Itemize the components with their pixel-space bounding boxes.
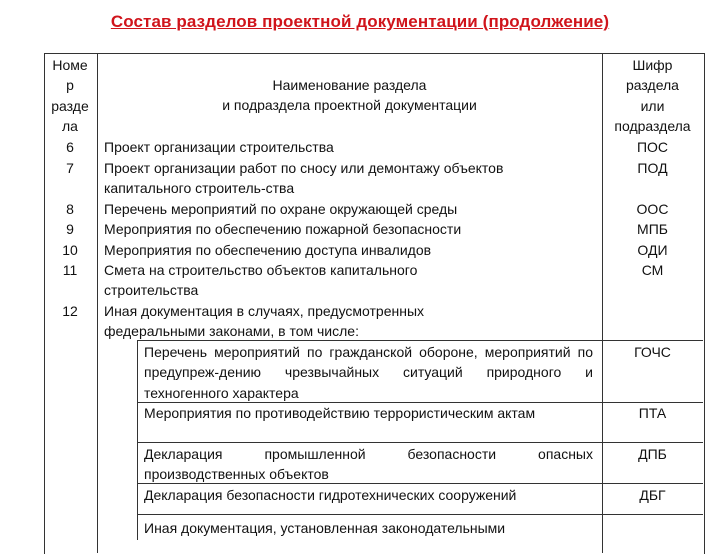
row-name: Мероприятия по обеспечению доступа инвалидов [104, 242, 432, 258]
header-code: Шифр раздела или подраздела [614, 57, 691, 135]
subsection-name: Мероприятия по противодействию террористическим актам [144, 405, 536, 421]
row-name: Проект организации работ по сносу или демонтажу объектов капитального строитель-ства [104, 160, 504, 197]
row-number: 7 [66, 160, 74, 176]
subsection-code: ДПБ [638, 446, 667, 462]
row-divider-dpb [137, 442, 703, 443]
subsection-indent-divider [137, 340, 138, 540]
row-number: 12 [62, 303, 78, 319]
column-divider-number [97, 53, 98, 553]
subsection-code: ГОЧС [634, 344, 671, 360]
row-code: ПОД [637, 160, 668, 176]
row-name: Проект организации строительства [104, 139, 334, 155]
row-number: 9 [66, 221, 74, 237]
row-name: Иная документация в случаях, предусмотренных федеральными законами, в том числе: [104, 303, 425, 340]
page-title: Состав разделов проектной документации (продолжение) [110, 12, 610, 31]
subsection-name: Декларация безопасности гидротехнических сооружений [144, 487, 517, 503]
subsection-code: ПТА [638, 405, 667, 421]
row-number: 11 [62, 262, 78, 278]
row-divider-other [137, 514, 703, 515]
row-name: Мероприятия по обеспечению пожарной безопасности [104, 221, 462, 237]
row-divider-item-12 [602, 340, 703, 341]
row-code: ООС [636, 201, 669, 217]
row-number: 6 [66, 139, 74, 155]
row-name: Смета на строительство объектов капитального строительства [104, 262, 418, 299]
header-number: Номе р разде ла [51, 57, 89, 135]
row-number: 8 [66, 201, 74, 217]
row-code: ОДИ [637, 242, 668, 258]
subsection-name: Иная документация, установленная законодательными [144, 520, 506, 536]
row-code: ПОС [636, 139, 669, 155]
header-name: Наименование раздела и подраздела проектной документации [222, 77, 477, 114]
subsection-name: Декларация промышленной безопасности опасных производственных объектов [144, 446, 593, 483]
subsection-code: ДБГ [639, 487, 666, 503]
row-code: МПБ [637, 221, 668, 237]
row-code: СМ [641, 262, 664, 278]
subsection-name: Перечень мероприятий по гражданской обороне, мероприятий по предупреж-дению чрезвычайных ситуаций природного и техногенного характера [144, 344, 593, 401]
row-number: 10 [62, 242, 78, 258]
row-name: Перечень мероприятий по охране окружающей среды [104, 201, 458, 217]
